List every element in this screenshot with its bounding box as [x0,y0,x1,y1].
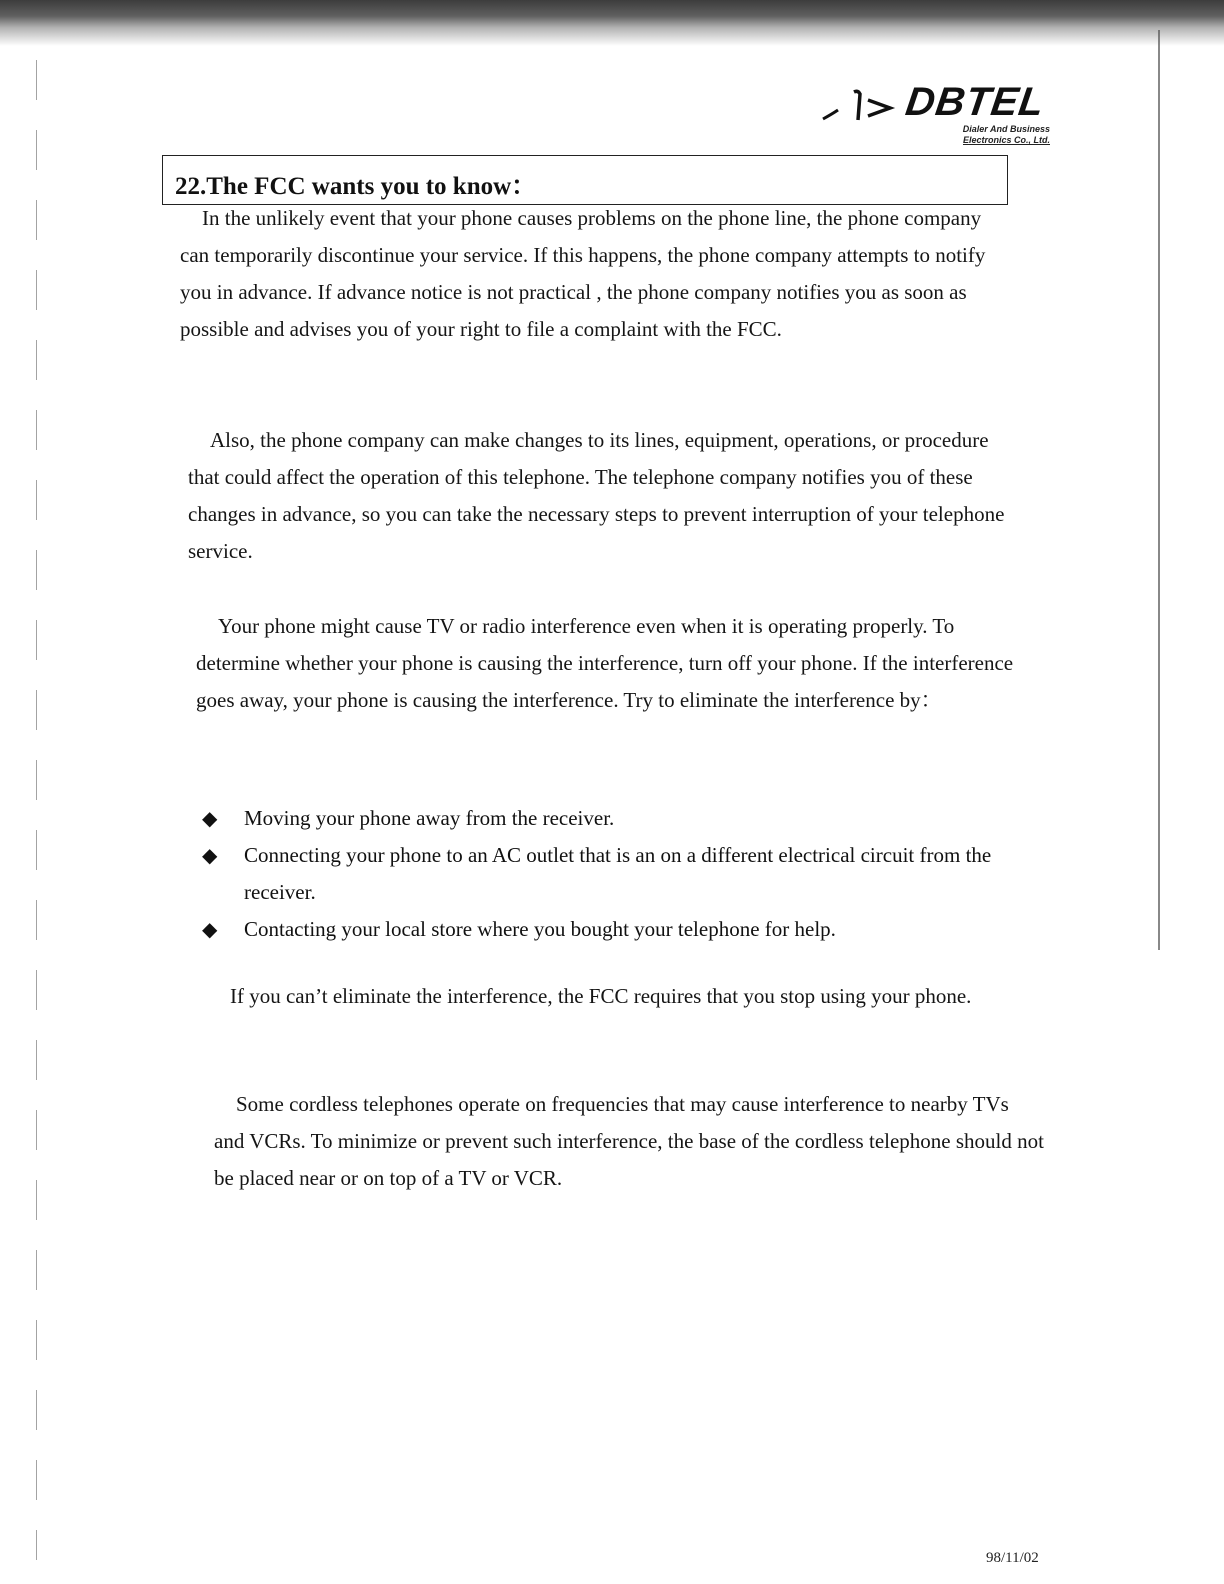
scan-left-edge [36,60,37,1560]
company-logo [818,80,1048,150]
section-heading-box [162,155,1008,205]
paragraph-service-problems: In the unlikely event that your phone causes problems on the phone line, the phone company can temporarily discontinue your service. If this happens, the phone company attempts to notify you in advance. If advance notice is not practical , the phone company notifies you as soon as possible and advises you of your right to file a complaint with the FCC. [180,206,986,341]
list-item: ◆ Contacting your local store where you bought your telephone for help. [200,911,1040,948]
logo-mark-icon [818,86,898,126]
logo-name: DBTEL [902,80,1048,124]
scan-right-edge [1158,30,1160,950]
logo-subtitle-line2: Electronics Co., Ltd. [962,135,1050,145]
paragraph-stop-using: If you can’t eliminate the interference, the FCC requires that you stop using your phone. [230,984,972,1008]
paragraph-interference: Your phone might cause TV or radio interference even when it is operating properly. To determine whether your phone is causing the interference, turn off your phone. If the interference goes away, your phone is causing the interference. Try to eliminate the interference by： [196,614,1014,712]
logo-subtitle [910,124,1050,146]
interference-remedy-list [200,800,1040,948]
footer-date: 98/11/02 [986,1550,1039,1566]
logo-subtitle-line1: Dialer And Business [962,124,1050,134]
list-item: ◆ Moving your phone away from the receiver. [200,800,1040,837]
list-item: ◆ Connecting your phone to an AC outlet that is an on a different electrical circuit from the receiver. [200,837,1040,911]
scan-top-edge [0,0,1224,46]
paragraph-company-changes: Also, the phone company can make changes to its lines, equipment, operations, or procedure that could affect the operation of this telephone. The telephone company notifies you of these changes in advance, so you can take the necessary steps to prevent interruption of your telephone service. [188,428,1005,563]
paragraph-cordless-interference: Some cordless telephones operate on frequencies that may cause interference to nearby TVs and VCRs. To minimize or prevent such interference, the base of the cordless telephone should not be placed near or on top of a TV or VCR. [214,1092,1044,1190]
section-heading: 22.The FCC wants you to know： [175,173,537,200]
